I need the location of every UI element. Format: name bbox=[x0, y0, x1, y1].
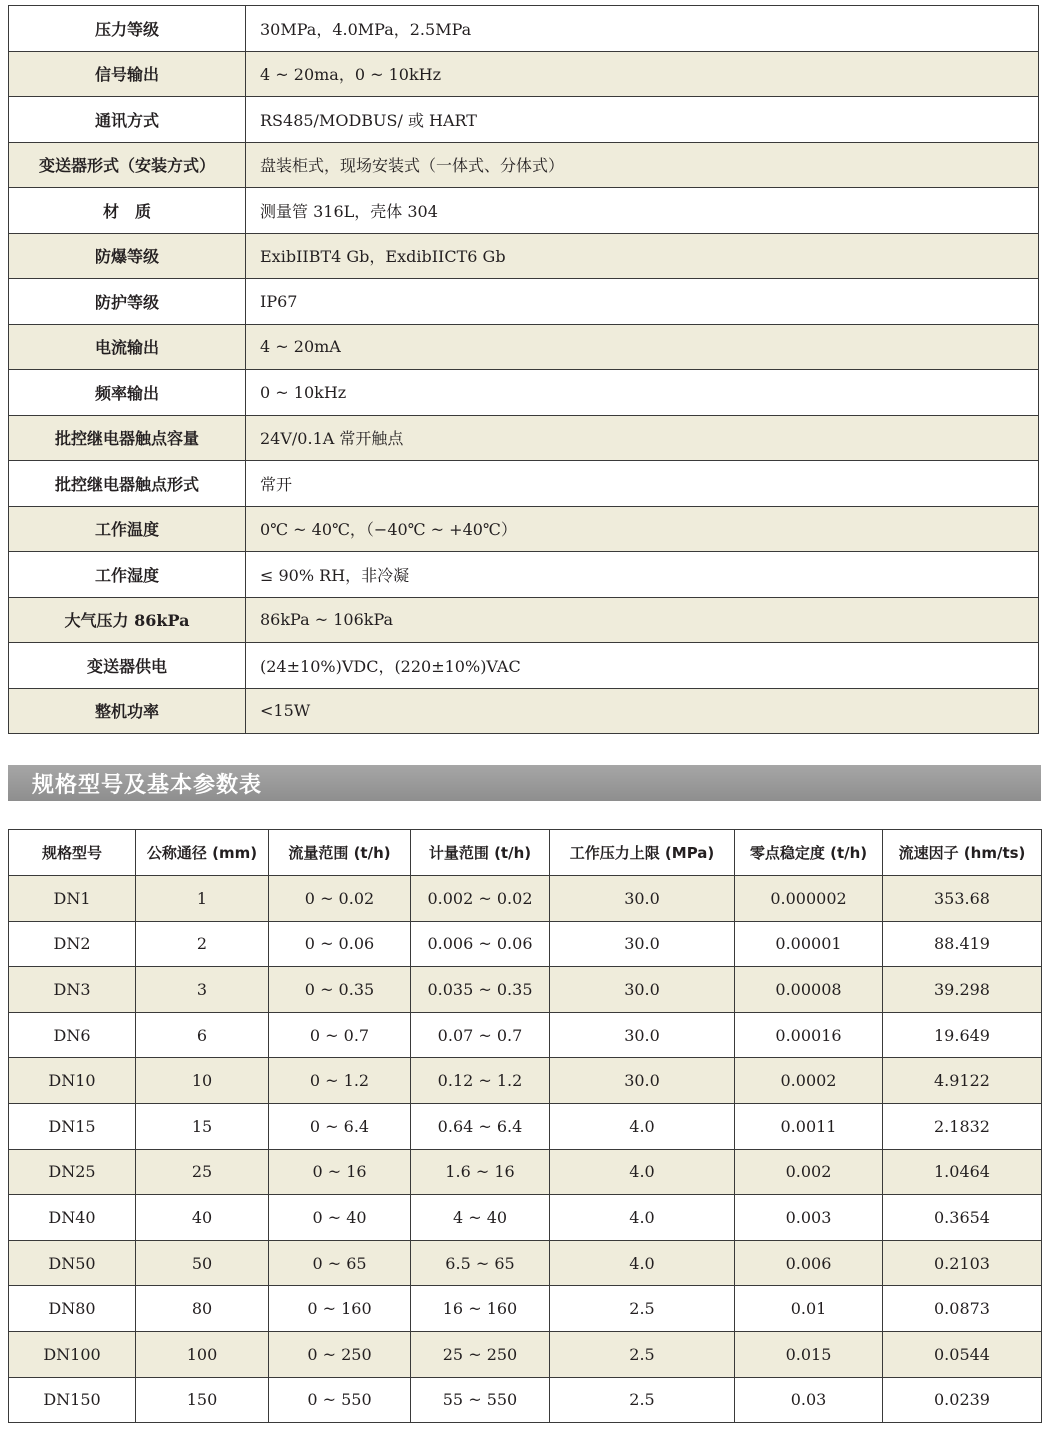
param-name: 防爆等级 bbox=[9, 233, 246, 279]
param-name: 变送器形式（安装方式） bbox=[9, 142, 246, 188]
col-header-model: 规格型号 bbox=[9, 830, 136, 876]
section-title: 规格型号及基本参数表 bbox=[32, 773, 263, 798]
cell-velocity-factor: 2.1832 bbox=[883, 1103, 1042, 1149]
cell-model: DN10 bbox=[9, 1058, 136, 1104]
cell-metering-range: 6.5 ~ 65 bbox=[411, 1240, 550, 1286]
param-value: ExibIIBT4 Gb，ExdibIICT6 Gb bbox=[246, 233, 1039, 279]
cell-flow-range: 0 ~ 0.02 bbox=[269, 876, 411, 922]
cell-diameter: 3 bbox=[136, 967, 269, 1013]
param-name: 大气压力 86kPa bbox=[9, 597, 246, 643]
param-row bbox=[9, 279, 1039, 325]
cell-model: DN50 bbox=[9, 1240, 136, 1286]
table-row bbox=[9, 1240, 1042, 1286]
param-value: 4 ~ 20ma，0 ~ 10kHz bbox=[246, 51, 1039, 97]
param-value: 常开 bbox=[246, 461, 1039, 507]
table-row bbox=[9, 1058, 1042, 1104]
param-name: 工作温度 bbox=[9, 506, 246, 552]
param-name: 批控继电器触点容量 bbox=[9, 415, 246, 461]
param-value: IP67 bbox=[246, 279, 1039, 325]
param-value: RS485/MODBUS/ 或 HART bbox=[246, 97, 1039, 143]
table-row bbox=[9, 1286, 1042, 1332]
cell-flow-range: 0 ~ 160 bbox=[269, 1286, 411, 1332]
cell-zero-stability: 0.00016 bbox=[735, 1012, 883, 1058]
cell-diameter: 100 bbox=[136, 1331, 269, 1377]
param-name: 批控继电器触点形式 bbox=[9, 461, 246, 507]
param-row bbox=[9, 643, 1039, 689]
cell-flow-range: 0 ~ 16 bbox=[269, 1149, 411, 1195]
param-row bbox=[9, 6, 1039, 52]
cell-metering-range: 0.035 ~ 0.35 bbox=[411, 967, 550, 1013]
parameter-table bbox=[8, 5, 1039, 734]
cell-max-pressure: 2.5 bbox=[550, 1377, 735, 1423]
param-row bbox=[9, 51, 1039, 97]
col-header-zero-stability: 零点稳定度 (t/h) bbox=[735, 830, 883, 876]
cell-max-pressure: 30.0 bbox=[550, 1012, 735, 1058]
param-row bbox=[9, 506, 1039, 552]
cell-flow-range: 0 ~ 550 bbox=[269, 1377, 411, 1423]
param-row bbox=[9, 97, 1039, 143]
cell-velocity-factor: 0.0873 bbox=[883, 1286, 1042, 1332]
cell-diameter: 40 bbox=[136, 1195, 269, 1241]
param-row bbox=[9, 688, 1039, 734]
param-value: 测量管 316L，壳体 304 bbox=[246, 188, 1039, 234]
col-header-max-pressure: 工作压力上限 (MPa) bbox=[550, 830, 735, 876]
param-value: 30MPa，4.0MPa，2.5MPa bbox=[246, 6, 1039, 52]
param-name: 通讯方式 bbox=[9, 97, 246, 143]
cell-flow-range: 0 ~ 40 bbox=[269, 1195, 411, 1241]
cell-velocity-factor: 0.0544 bbox=[883, 1331, 1042, 1377]
cell-max-pressure: 30.0 bbox=[550, 1058, 735, 1104]
param-value: (24±10%)VDC，(220±10%)VAC bbox=[246, 643, 1039, 689]
cell-metering-range: 25 ~ 250 bbox=[411, 1331, 550, 1377]
param-value: 86kPa ~ 106kPa bbox=[246, 597, 1039, 643]
cell-velocity-factor: 39.298 bbox=[883, 967, 1042, 1013]
cell-zero-stability: 0.015 bbox=[735, 1331, 883, 1377]
cell-zero-stability: 0.03 bbox=[735, 1377, 883, 1423]
param-value: 24V/0.1A 常开触点 bbox=[246, 415, 1039, 461]
cell-diameter: 10 bbox=[136, 1058, 269, 1104]
param-row bbox=[9, 233, 1039, 279]
cell-velocity-factor: 19.649 bbox=[883, 1012, 1042, 1058]
spec-table bbox=[8, 829, 1042, 1423]
cell-metering-range: 16 ~ 160 bbox=[411, 1286, 550, 1332]
table-row bbox=[9, 1377, 1042, 1423]
cell-model: DN1 bbox=[9, 876, 136, 922]
cell-diameter: 50 bbox=[136, 1240, 269, 1286]
cell-zero-stability: 0.01 bbox=[735, 1286, 883, 1332]
param-row bbox=[9, 370, 1039, 416]
cell-velocity-factor: 4.9122 bbox=[883, 1058, 1042, 1104]
section-header bbox=[8, 765, 1041, 801]
param-value: 4 ~ 20mA bbox=[246, 324, 1039, 370]
param-name: 防护等级 bbox=[9, 279, 246, 325]
cell-diameter: 15 bbox=[136, 1103, 269, 1149]
table-row bbox=[9, 1195, 1042, 1241]
cell-model: DN40 bbox=[9, 1195, 136, 1241]
param-name: 整机功率 bbox=[9, 688, 246, 734]
cell-metering-range: 0.07 ~ 0.7 bbox=[411, 1012, 550, 1058]
cell-velocity-factor: 0.3654 bbox=[883, 1195, 1042, 1241]
param-name: 信号输出 bbox=[9, 51, 246, 97]
cell-flow-range: 0 ~ 6.4 bbox=[269, 1103, 411, 1149]
param-row bbox=[9, 597, 1039, 643]
cell-diameter: 25 bbox=[136, 1149, 269, 1195]
cell-zero-stability: 0.00008 bbox=[735, 967, 883, 1013]
cell-diameter: 2 bbox=[136, 921, 269, 967]
cell-flow-range: 0 ~ 250 bbox=[269, 1331, 411, 1377]
cell-zero-stability: 0.00001 bbox=[735, 921, 883, 967]
param-name: 材 质 bbox=[9, 188, 246, 234]
cell-zero-stability: 0.0002 bbox=[735, 1058, 883, 1104]
table-row bbox=[9, 967, 1042, 1013]
table-row bbox=[9, 1331, 1042, 1377]
cell-velocity-factor: 0.0239 bbox=[883, 1377, 1042, 1423]
table-row bbox=[9, 1012, 1042, 1058]
param-row bbox=[9, 552, 1039, 598]
cell-model: DN100 bbox=[9, 1331, 136, 1377]
cell-flow-range: 0 ~ 1.2 bbox=[269, 1058, 411, 1104]
param-name: 变送器供电 bbox=[9, 643, 246, 689]
cell-metering-range: 0.64 ~ 6.4 bbox=[411, 1103, 550, 1149]
table-row bbox=[9, 876, 1042, 922]
cell-zero-stability: 0.006 bbox=[735, 1240, 883, 1286]
cell-model: DN150 bbox=[9, 1377, 136, 1423]
cell-zero-stability: 0.003 bbox=[735, 1195, 883, 1241]
cell-velocity-factor: 1.0464 bbox=[883, 1149, 1042, 1195]
cell-velocity-factor: 88.419 bbox=[883, 921, 1042, 967]
param-name: 电流输出 bbox=[9, 324, 246, 370]
table-row bbox=[9, 1103, 1042, 1149]
cell-max-pressure: 4.0 bbox=[550, 1103, 735, 1149]
param-value: ≤ 90% RH，非冷凝 bbox=[246, 552, 1039, 598]
spec-header-row bbox=[9, 830, 1042, 876]
col-header-metering-range: 计量范围 (t/h) bbox=[411, 830, 550, 876]
param-value: 盘装柜式，现场安装式（一体式、分体式） bbox=[246, 142, 1039, 188]
cell-metering-range: 0.002 ~ 0.02 bbox=[411, 876, 550, 922]
cell-metering-range: 0.006 ~ 0.06 bbox=[411, 921, 550, 967]
cell-metering-range: 55 ~ 550 bbox=[411, 1377, 550, 1423]
cell-model: DN25 bbox=[9, 1149, 136, 1195]
cell-model: DN15 bbox=[9, 1103, 136, 1149]
param-value: <15W bbox=[246, 688, 1039, 734]
param-name: 压力等级 bbox=[9, 6, 246, 52]
param-row bbox=[9, 324, 1039, 370]
param-value: 0℃ ~ 40℃，（−40℃ ~ +40℃） bbox=[246, 506, 1039, 552]
cell-model: DN80 bbox=[9, 1286, 136, 1332]
cell-metering-range: 1.6 ~ 16 bbox=[411, 1149, 550, 1195]
cell-max-pressure: 4.0 bbox=[550, 1195, 735, 1241]
cell-diameter: 1 bbox=[136, 876, 269, 922]
param-value: 0 ~ 10kHz bbox=[246, 370, 1039, 416]
cell-flow-range: 0 ~ 0.7 bbox=[269, 1012, 411, 1058]
cell-flow-range: 0 ~ 65 bbox=[269, 1240, 411, 1286]
param-row bbox=[9, 461, 1039, 507]
param-name: 工作湿度 bbox=[9, 552, 246, 598]
cell-velocity-factor: 0.2103 bbox=[883, 1240, 1042, 1286]
cell-zero-stability: 0.0011 bbox=[735, 1103, 883, 1149]
param-row bbox=[9, 415, 1039, 461]
param-row bbox=[9, 142, 1039, 188]
cell-max-pressure: 4.0 bbox=[550, 1149, 735, 1195]
cell-velocity-factor: 353.68 bbox=[883, 876, 1042, 922]
col-header-diameter: 公称通径 (mm) bbox=[136, 830, 269, 876]
cell-max-pressure: 30.0 bbox=[550, 876, 735, 922]
cell-model: DN3 bbox=[9, 967, 136, 1013]
cell-zero-stability: 0.002 bbox=[735, 1149, 883, 1195]
cell-max-pressure: 4.0 bbox=[550, 1240, 735, 1286]
table-row bbox=[9, 1149, 1042, 1195]
cell-max-pressure: 30.0 bbox=[550, 921, 735, 967]
cell-max-pressure: 2.5 bbox=[550, 1331, 735, 1377]
cell-flow-range: 0 ~ 0.06 bbox=[269, 921, 411, 967]
spec-table-body bbox=[9, 876, 1042, 1423]
cell-metering-range: 0.12 ~ 1.2 bbox=[411, 1058, 550, 1104]
param-row bbox=[9, 188, 1039, 234]
col-header-velocity-factor: 流速因子 (hm/ts) bbox=[883, 830, 1042, 876]
cell-diameter: 80 bbox=[136, 1286, 269, 1332]
col-header-flow-range: 流量范围 (t/h) bbox=[269, 830, 411, 876]
table-row bbox=[9, 921, 1042, 967]
cell-metering-range: 4 ~ 40 bbox=[411, 1195, 550, 1241]
cell-model: DN6 bbox=[9, 1012, 136, 1058]
cell-max-pressure: 2.5 bbox=[550, 1286, 735, 1332]
cell-zero-stability: 0.000002 bbox=[735, 876, 883, 922]
cell-max-pressure: 30.0 bbox=[550, 967, 735, 1013]
cell-flow-range: 0 ~ 0.35 bbox=[269, 967, 411, 1013]
param-name: 频率输出 bbox=[9, 370, 246, 416]
cell-diameter: 150 bbox=[136, 1377, 269, 1423]
cell-diameter: 6 bbox=[136, 1012, 269, 1058]
cell-model: DN2 bbox=[9, 921, 136, 967]
